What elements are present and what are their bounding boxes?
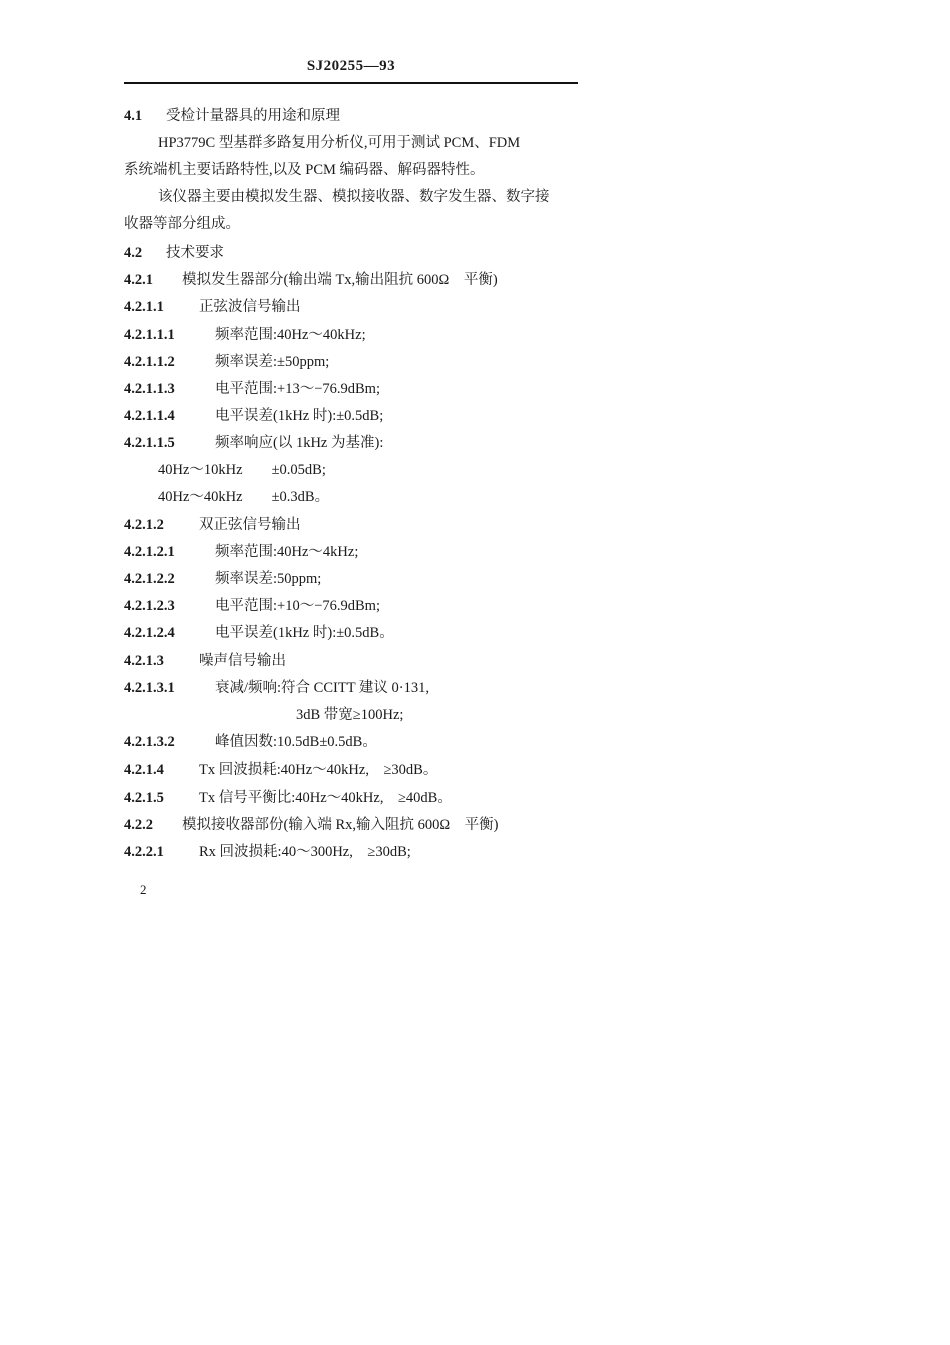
clause-line: 4.2.1.1.4 电平误差(1kHz 时):±0.5dB; <box>124 408 384 424</box>
clause-line: 4.2.1.2.1 频率范围:40Hz～4kHz; <box>124 544 359 560</box>
clause-line: 4.2.1 模拟发生器部分(输出端 Tx,输出阻抗 600Ω 平衡) <box>124 272 498 288</box>
sub-line: 40Hz～40kHz ±0.3dB。 <box>158 489 330 505</box>
paragraph-line: 该仪器主要由模拟发生器、模拟接收器、数字发生器、数字接 <box>158 189 550 205</box>
paragraph-line: 系统端机主要话路特性,以及 PCM 编码器、解码器特性。 <box>124 162 485 178</box>
clause-line: 4.2.1.5 Tx 信号平衡比:40Hz～40kHz, ≥40dB。 <box>124 790 452 806</box>
clause-line: 4.2.2 模拟接收器部份(输入端 Rx,输入阻抗 600Ω 平衡) <box>124 817 499 833</box>
clause-line: 4.2.1.1.3 电平范围:+13～−76.9dBm; <box>124 381 380 397</box>
clause-line: 4.2.1.1.1 频率范围:40Hz～40kHz; <box>124 327 366 343</box>
clause-line: 4.2.1.4 Tx 回波损耗:40Hz～40kHz, ≥30dB。 <box>124 762 438 778</box>
clause-line: 4.2.1.1 正弦波信号输出 <box>124 299 301 315</box>
clause-line: 4.2.1.2.3 电平范围:+10～−76.9dBm; <box>124 598 380 614</box>
clause-line: 4.2.1.2 双正弦信号输出 <box>124 517 301 533</box>
sub-line: 40Hz～10kHz ±0.05dB; <box>158 462 326 478</box>
clause-line: 4.2.1.3 噪声信号输出 <box>124 653 286 669</box>
clause-line: 4.2.1.2.4 电平误差(1kHz 时):±0.5dB。 <box>124 625 394 641</box>
paragraph-line: 收器等部分组成。 <box>124 216 240 232</box>
section-heading: 4.1 受检计量器具的用途和原理 <box>124 108 340 124</box>
clause-line: 4.2.1.3.2 峰值因数:10.5dB±0.5dB。 <box>124 734 377 750</box>
page-number: 2 <box>140 882 147 897</box>
clause-line: 4.2.1.3.1 衰减/频响:符合 CCITT 建议 0·131, <box>124 680 430 696</box>
document-code-header: SJ20255—93 <box>306 58 396 74</box>
clause-line: 4.2.1.2.2 频率误差:50ppm; <box>124 571 322 587</box>
clause-line: 4.2.1.1.5 频率响应(以 1kHz 为基准): <box>124 435 384 451</box>
clause-line: 4.2.2.1 Rx 回波损耗:40～300Hz, ≥30dB; <box>124 844 411 860</box>
header-rule <box>124 82 578 84</box>
sub-line: 3dB 带宽≥100Hz; <box>296 707 404 723</box>
clause-line: 4.2.1.1.2 频率误差:±50ppm; <box>124 354 330 370</box>
section-heading: 4.2 技术要求 <box>124 245 224 261</box>
paragraph-line: HP3779C 型基群多路复用分析仪,可用于测试 PCM、FDM <box>158 135 521 151</box>
